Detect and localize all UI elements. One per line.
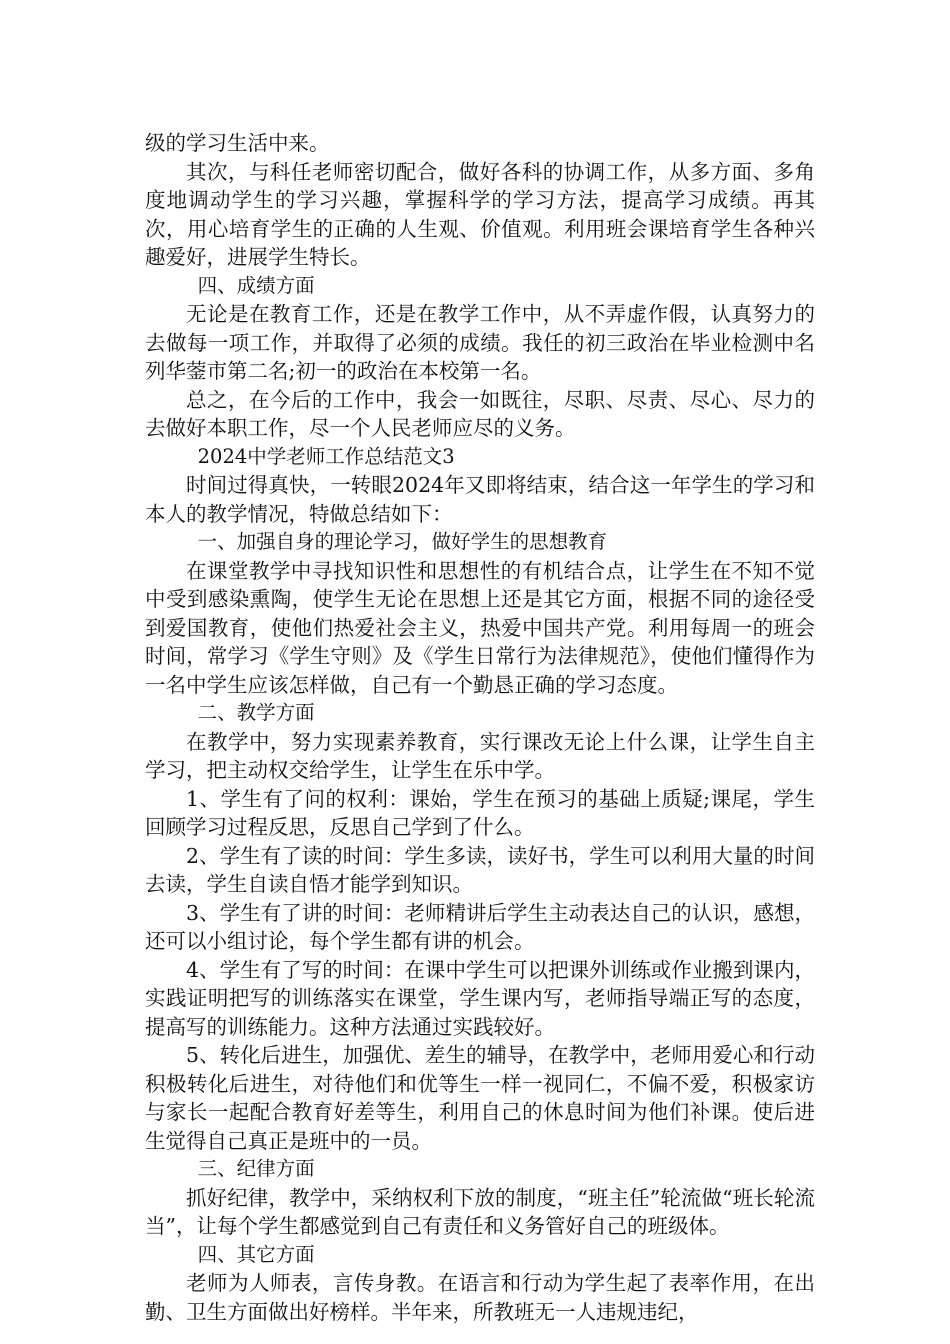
paragraph: 抓好纪律，教学中，采纳权利下放的制度，“班主任”轮流做“班长轮流当”，让每个学生都感觉到自己有责任和义务管好自己的班级体。 bbox=[145, 1185, 815, 1238]
article-title: 2024中学老师工作总结范文3 bbox=[197, 444, 455, 468]
paragraph: 时间过得真快，一转眼2024年又即将结束，结合这一年学生的学习和本人的教学情况，特做总结如下： bbox=[145, 473, 815, 526]
paragraph: 总之，在今后的工作中，我会一如既往，尽职、尽责、尽心、尽力的去做好本职工作，尽一个人民老师应尽的义务。 bbox=[145, 387, 815, 440]
list-item: 5、转化后进生，加强优、差生的辅导，在教学中，老师用爱心和行动积极转化后进生，对待他们和优等生一样一视同仁，不偏不爱，积极家访与家长一起配合教育好差等生，利用自己的休息时间为他们补课。使后进生觉得自己真正是班中的一员。 bbox=[145, 1043, 815, 1153]
section-heading: 二、教学方面 bbox=[197, 701, 315, 724]
paragraph-continuation: 级的学习生活中来。 bbox=[145, 131, 330, 155]
section-heading: 三、纪律方面 bbox=[197, 1157, 315, 1180]
paragraph: 老师为人师表，言传身教。在语言和行动为学生起了表率作用，在出勤、卫生方面做出好榜样。半年来，所教班无一人违规违纪， bbox=[145, 1271, 815, 1324]
paragraph: 在课堂教学中寻找知识性和思想性的有机结合点，让学生在不知不觉中受到感染熏陶，使学生无论在思想上还是其它方面，根据不同的途径受到爱国教育，使他们热爱社会主义，热爱中国共产党。利用每周一的班会时间，常学习《学生守则》及《学生日常行为法律规范》，使他们懂得作为一名中学生应该怎样做，自己有一个勤恳正确的学习态度。 bbox=[145, 558, 815, 697]
paragraph: 在教学中，努力实现素养教育，实行课改无论上什么课，让学生自主学习，把主动权交给学生，让学生在乐中学。 bbox=[145, 729, 815, 782]
list-item: 2、学生有了读的时间：学生多读，读好书，学生可以利用大量的时间去读，学生自读自悟才能学到知识。 bbox=[145, 843, 815, 896]
paragraph: 其次，与科任老师密切配合，做好各科的协调工作，从多方面、多角度地调动学生的学习兴趣，掌握科学的学习方法，提高学习成绩。再其次，用心培育学生的正确的人生观、价值观。利用班会课培育学生各种兴趣爱好，进展学生特长。 bbox=[145, 159, 815, 269]
list-item: 4、学生有了写的时间：在课中学生可以把课外训练或作业搬到课内，实践证明把写的训练落实在课堂，学生课内写，老师指导端正写的态度，提高写的训练能力。这种方法通过实践较好。 bbox=[145, 957, 815, 1039]
section-heading: 一、加强自身的理论学习，做好学生的思想教育 bbox=[197, 530, 608, 553]
section-heading: 四、其它方面 bbox=[197, 1242, 315, 1266]
section-heading: 四、成绩方面 bbox=[197, 273, 315, 297]
paragraph: 无论是在教育工作，还是在教学工作中，从不弄虚作假，认真努力的去做每一项工作，并取得了必须的成绩。我任的初三政治在毕业检测中名列华蓥市第二名;初一的政治在本校第一名。 bbox=[145, 302, 815, 383]
document-page bbox=[145, 129, 815, 1326]
list-item: 3、学生有了讲的时间：老师精讲后学生主动表达自己的认识，感想，还可以小组讨论，每个学生都有讲的机会。 bbox=[145, 900, 815, 953]
list-item: 1、学生有了问的权利：课始，学生在预习的基础上质疑;课尾，学生回顾学习过程反思，反思自己学到了什么。 bbox=[145, 786, 815, 839]
